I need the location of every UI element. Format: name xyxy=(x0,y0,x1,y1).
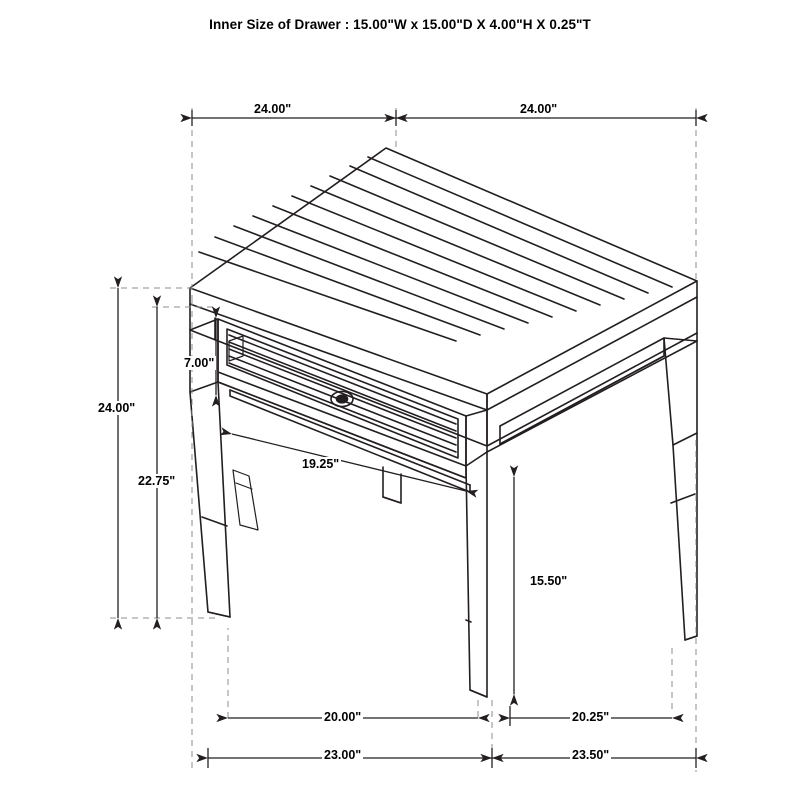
dimension-label-top-left-width: 24.00" xyxy=(254,102,292,116)
dimension-label-overall-height: 24.00" xyxy=(98,401,136,415)
top-slat-2 xyxy=(350,166,648,293)
dimension-label-drawer-height: 7.00" xyxy=(184,356,215,370)
right-apron-inner-bottom xyxy=(500,356,664,444)
dimension-label-drawer-width: 19.25" xyxy=(302,457,340,471)
front-leg-top xyxy=(466,410,487,466)
front-leg-foot xyxy=(470,690,487,697)
top-slat-7 xyxy=(253,216,528,323)
right-leg xyxy=(673,433,697,640)
top-slat-9 xyxy=(215,237,480,335)
top-slat-5 xyxy=(292,196,576,311)
left-leg-foot-line xyxy=(202,517,227,526)
dimension-label-bottom-right-inner: 20.25" xyxy=(572,710,610,724)
apron-lower-band xyxy=(230,390,470,492)
right-leg-top xyxy=(664,338,697,445)
drawer-slat-5 xyxy=(229,363,456,452)
back-leg-foot-line xyxy=(236,483,252,489)
drawer-knob-inner xyxy=(337,395,348,403)
left-leg-foot xyxy=(208,612,230,617)
top-slat-4 xyxy=(311,186,600,305)
back-leg-lower xyxy=(233,470,258,530)
top-slat-1 xyxy=(368,157,672,287)
right-leg-foot xyxy=(685,636,697,640)
center-support-bottom xyxy=(383,497,401,503)
top-slat-6 xyxy=(273,206,552,317)
table-top-edge-right xyxy=(487,281,697,410)
dimension-label-bottom-left-inner: 20.00" xyxy=(324,710,362,724)
drawer-slat-3 xyxy=(229,349,456,438)
dimension-label-top-right-width: 24.00" xyxy=(520,102,558,116)
right-apron-inner-panel xyxy=(500,338,664,444)
right-apron-inner-top xyxy=(500,338,664,426)
dimension-label-bottom-right-outer: 23.50" xyxy=(572,748,610,762)
left-leg xyxy=(190,382,230,617)
drawer-bottom-rail xyxy=(218,372,466,478)
dimension-label-leg-clearance: 15.50" xyxy=(530,574,568,588)
dimension-label-apron-height: 22.75" xyxy=(138,474,176,488)
extension-lines xyxy=(110,108,696,772)
dimension-label-bottom-left-outer: 23.00" xyxy=(324,748,362,762)
top-slat-3 xyxy=(330,176,624,299)
front-leg xyxy=(466,452,487,697)
front-leg-foot-line xyxy=(466,620,471,622)
page-title: Inner Size of Drawer : 15.00"W x 15.00"D X 4.00"H X 0.25"T xyxy=(209,17,591,32)
right-leg-foot-line xyxy=(671,494,695,503)
